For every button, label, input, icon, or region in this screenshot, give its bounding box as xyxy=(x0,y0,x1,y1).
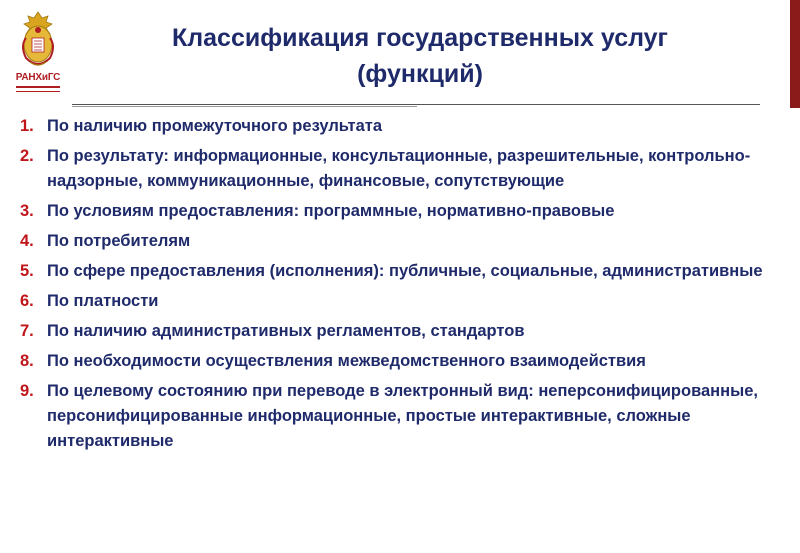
slide-title xyxy=(80,20,760,92)
list-item-number: 8. xyxy=(20,352,34,370)
list-item-text: По платности xyxy=(47,292,159,310)
list-item-text: По наличию промежуточного результата xyxy=(47,117,383,135)
list-item-number: 6. xyxy=(20,292,34,310)
ranepa-logo xyxy=(12,8,64,100)
list-item xyxy=(20,349,780,374)
right-accent-bar xyxy=(790,0,800,108)
list-item-text: По условиям предоставления: программные, нормативно-правовые xyxy=(47,202,615,220)
emblem-icon xyxy=(12,8,64,70)
logo-underline-thin xyxy=(16,91,60,92)
list-item-text: По сфере предоставления (исполнения): публичные, социальные, административные xyxy=(47,262,763,280)
list-item-number: 3. xyxy=(20,202,34,220)
list-item xyxy=(20,259,780,284)
list-item xyxy=(20,229,780,254)
list-item-number: 9. xyxy=(20,382,34,400)
list-item-number: 1. xyxy=(20,117,34,135)
classification-list xyxy=(20,114,780,459)
list-item-number: 5. xyxy=(20,262,34,280)
list-item-text: По результату: информационные, консультационные, разрешительные, контрольно-надзорные, коммуникационные, финансовые, сопутствующие xyxy=(47,147,751,190)
list-item-text: По потребителям xyxy=(47,232,191,250)
list-item-number: 2. xyxy=(20,147,34,165)
title-divider-secondary xyxy=(72,106,417,107)
title-line-2: (функций) xyxy=(357,60,483,88)
list-item xyxy=(20,144,780,194)
list-item xyxy=(20,199,780,224)
logo-underline xyxy=(16,86,60,88)
list-item-number: 7. xyxy=(20,322,34,340)
title-divider xyxy=(72,104,760,105)
list-item xyxy=(20,319,780,344)
list-item-text: По наличию административных регламентов, стандартов xyxy=(47,322,525,340)
list-item-text: По необходимости осуществления межведомственного взаимодействия xyxy=(47,352,646,370)
list-item-text: По целевому состоянию при переводе в электронный вид: неперсонифицированные, персонифицированные информационные, простые интерактивные, сложные интерактивные xyxy=(47,382,758,450)
title-line-1: Классификация государственных услуг xyxy=(172,24,668,52)
list-item xyxy=(20,114,780,139)
list-item xyxy=(20,379,780,454)
list-item-number: 4. xyxy=(20,232,34,250)
list-item xyxy=(20,289,780,314)
logo-text: РАНХиГС xyxy=(15,72,61,83)
